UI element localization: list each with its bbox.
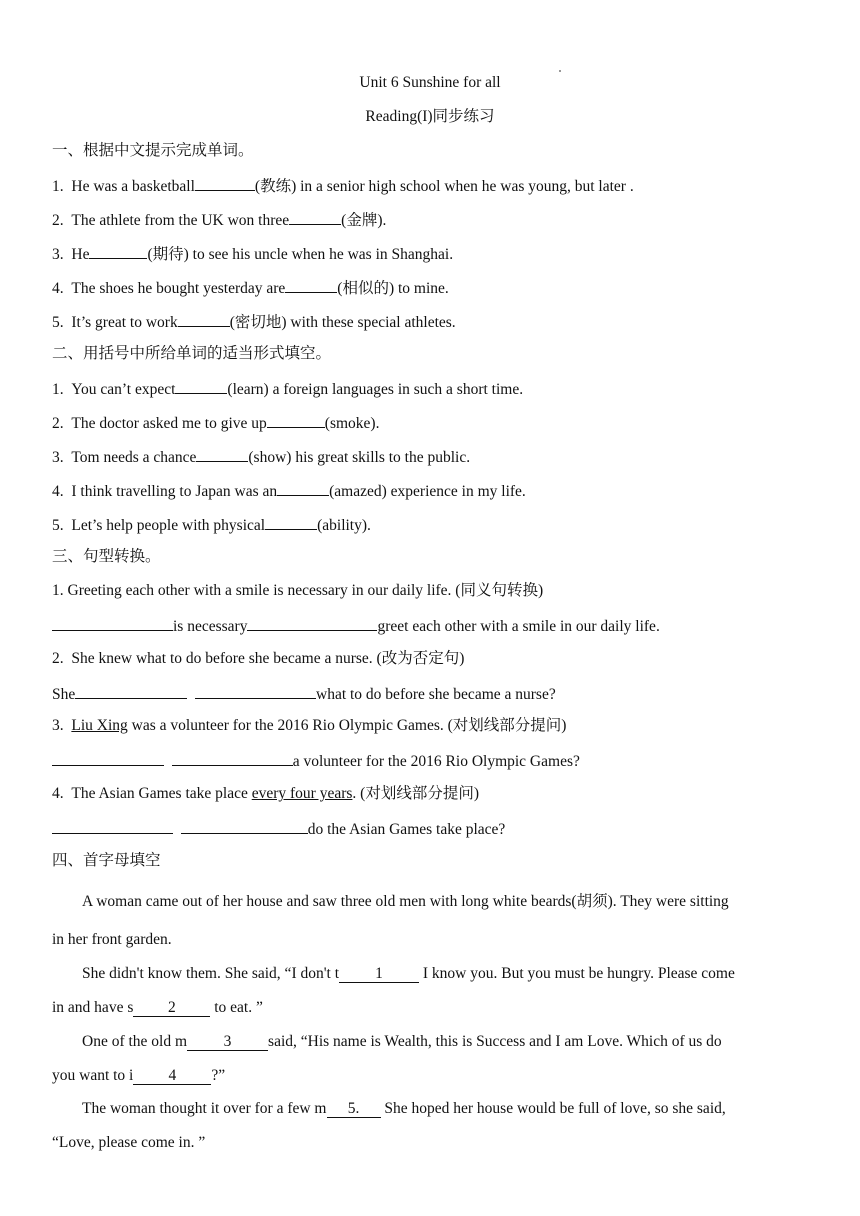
answer-blank[interactable] [195, 683, 316, 699]
exercise-item: 4. I think travelling to Japan was an (amazed) experience in my life. [52, 480, 526, 502]
passage-line: you want to i 4 ?” [52, 1067, 226, 1084]
section-heading: 一、根据中文提示完成单词。 [52, 142, 254, 159]
exercise-item: 3. He (期待) to see his uncle when he was in Shanghai. [52, 243, 453, 265]
answer-blank[interactable] [178, 311, 230, 327]
answer-blank[interactable] [196, 446, 248, 462]
answer-line: She what to do before she became a nurse? [52, 683, 556, 705]
passage-line: A woman came out of her house and saw three old men with long white beards(胡须). They were sitting [82, 893, 729, 910]
passage-line: in and have s 2 to eat. ” [52, 999, 263, 1016]
speck [559, 70, 561, 72]
cloze-blank-4[interactable]: 4 [133, 1068, 211, 1085]
answer-blank[interactable] [247, 615, 377, 631]
cloze-blank-2[interactable]: 2 [133, 1000, 210, 1017]
page-subtitle: Reading(I)同步练习 [365, 108, 495, 125]
answer-blank[interactable] [89, 243, 147, 259]
exercise-item: 1. Greeting each other with a smile is necessary in our daily life. (同义句转换) [52, 582, 544, 599]
answer-blank[interactable] [289, 209, 341, 225]
cloze-blank-3[interactable]: 3 [187, 1034, 268, 1051]
exercise-item: 4. The shoes he bought yesterday are (相似的) to mine. [52, 277, 449, 299]
passage-line: The woman thought it over for a few m 5. She hoped her house would be full of love, so she said, [82, 1100, 726, 1117]
exercise-item: 2. The doctor asked me to give up (smoke). [52, 412, 379, 434]
section-heading: 三、句型转换。 [52, 548, 161, 565]
answer-blank[interactable] [175, 378, 227, 394]
exercise-item: 5. Let’s help people with physical (ability). [52, 514, 371, 536]
answer-line: a volunteer for the 2016 Rio Olympic Games? [52, 750, 580, 772]
passage-line: She didn't know them. She said, “I don't t 1 I know you. But you must be hungry. Please come [82, 965, 735, 982]
answer-blank[interactable] [75, 683, 187, 699]
exercise-item: 4. The Asian Games take place every four years. (对划线部分提问) [52, 785, 479, 802]
passage-line: “Love, please come in. ” [52, 1134, 206, 1151]
page-title: Unit 6 Sunshine for all [359, 74, 501, 91]
answer-blank[interactable] [195, 175, 255, 191]
exercise-item: 1. He was a basketball (教练) in a senior high school when he was young, but later . [52, 175, 634, 197]
answer-line: is necessary greet each other with a smile in our daily life. [52, 615, 660, 637]
exercise-item: 2. She knew what to do before she became a nurse. (改为否定句) [52, 650, 465, 667]
answer-blank[interactable] [52, 818, 173, 834]
exercise-item: 1. You can’t expect (learn) a foreign languages in such a short time. [52, 378, 523, 400]
answer-blank[interactable] [267, 412, 325, 428]
cloze-blank-5[interactable]: 5. [327, 1101, 381, 1118]
exercise-item: 3. Tom needs a chance (show) his great skills to the public. [52, 446, 470, 468]
answer-blank[interactable] [265, 514, 317, 530]
answer-blank[interactable] [277, 480, 329, 496]
exercise-item: 2. The athlete from the UK won three (金牌). [52, 209, 386, 231]
answer-line: do the Asian Games take place? [52, 818, 505, 840]
exercise-item: 3. Liu Xing was a volunteer for the 2016 Rio Olympic Games. (对划线部分提问) [52, 717, 567, 734]
section-heading: 四、首字母填空 [52, 852, 161, 869]
answer-blank[interactable] [52, 750, 164, 766]
passage-line: One of the old m 3 said, “His name is Wealth, this is Success and I am Love. Which of us do [82, 1033, 722, 1050]
exercise-item: 5. It’s great to work (密切地) with these special athletes. [52, 311, 456, 333]
cloze-blank-1[interactable]: 1 [339, 966, 419, 983]
section-heading: 二、用括号中所给单词的适当形式填空。 [52, 345, 332, 362]
passage-line: in her front garden. [52, 931, 172, 948]
answer-blank[interactable] [52, 615, 173, 631]
underlined-phrase: Liu Xing [71, 717, 128, 734]
answer-blank[interactable] [285, 277, 337, 293]
answer-blank[interactable] [181, 818, 308, 834]
underlined-phrase: every four years [251, 785, 353, 802]
answer-blank[interactable] [172, 750, 293, 766]
